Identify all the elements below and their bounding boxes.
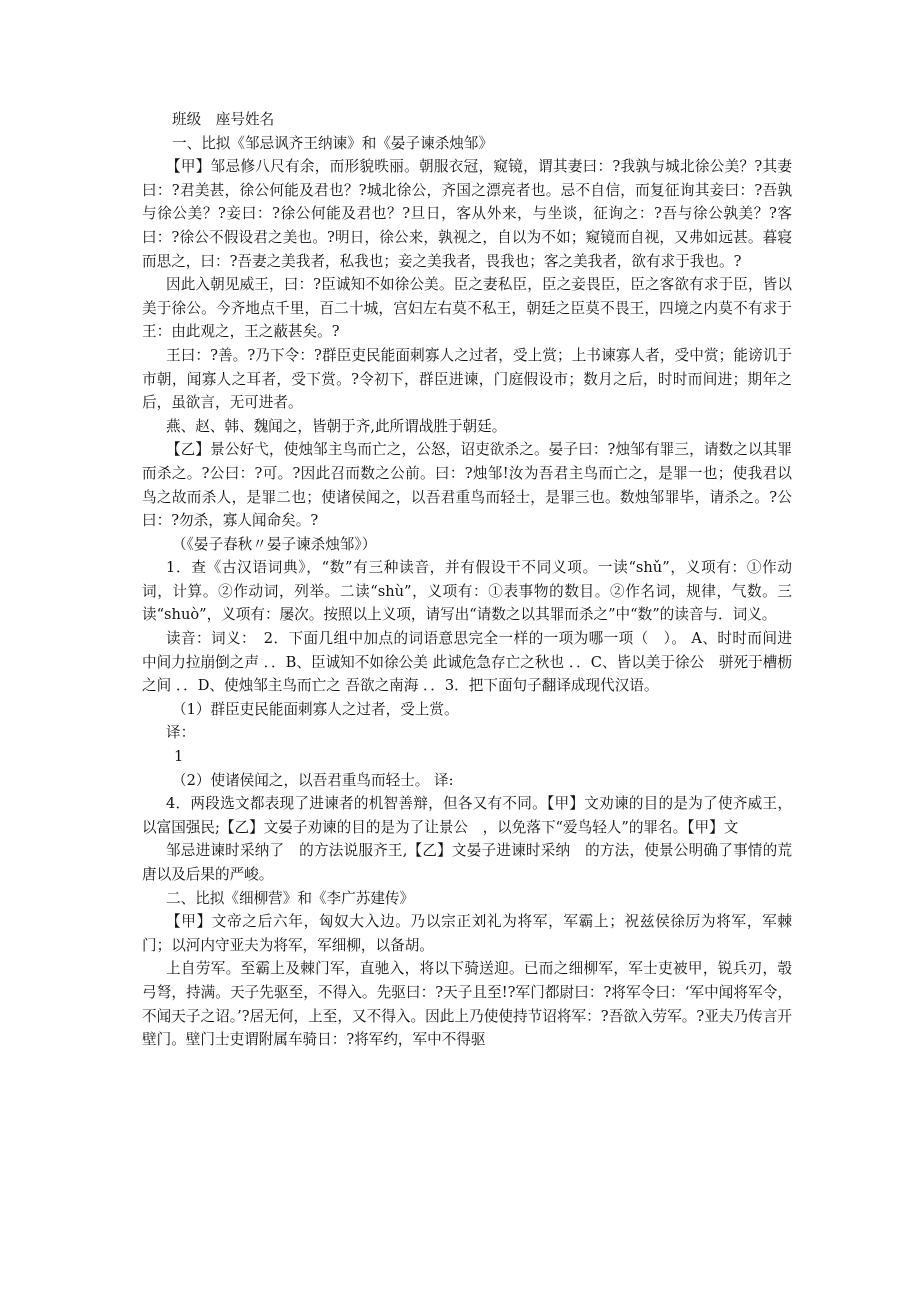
section-title-1: 一、比拟《邹忌讽齐王纳谏》和《晏子谏杀烛邹》	[172, 134, 494, 152]
section-title-2: 二、比拟《细柳营》和《李广苏建传》	[166, 889, 415, 907]
document-body	[142, 108, 792, 1052]
question-3-item-1: （1）群臣吏民能面刺寡人之过者，受上赏。	[172, 700, 459, 718]
paragraph: 因此入朝见威王，曰：?臣诚知不如徐公美。臣之妻私臣，臣之妾畏臣，臣之客欲有求于臣，皆以美于徐公。今齐地点千里，百二十城，宫妇左右莫不私王，朝廷之臣莫不畏王，四境之内莫不有求于王：由此观之，王之蔽甚矣。?	[142, 276, 792, 341]
question-2-3: 读音：词义： 2．下面几组中加点的词语意思完全一样的一项为哪一项（ ）。 A、时时而间进 中间力拉崩倒之声 ．．B、臣诚知不如徐公美 此诚危急存亡之秋也 ．．C、皆以美于徐公 骈死于槽枥之间 ．．D、使烛邹主鸟而亡之 吾欲之南海 ．．3．把下面句子翻译成现代汉语。	[142, 630, 792, 695]
header-line: 班级 座号姓名	[172, 111, 275, 128]
paragraph: 上自劳军。至霸上及棘门军，直驰入，将以下骑送迎。已而之细柳军，军士吏被甲，锐兵刃，彀弓弩，持满。天子先驱至，不得入。先驱曰：?天子且至!?军门都尉曰：?将军令曰：‘军中闻将军令，不闻天子之诏。’?居无何，上至，又不得入。因此上乃使使持节诏将军：?吾欲入劳军。?亚夫乃传言开壁门。壁门士吏谓附属车骑日：?将军约，军中不得驱	[142, 960, 792, 1049]
paragraph: 王曰：?善。?乃下令：?群臣吏民能面刺寡人之过者，受上赏；上书谏寡人者，受中赏；能谤讥于市朝，闻寡人之耳者，受下赏。?令初下，群臣进谏，门庭假设市；数月之后，时时而间进；期年之后，虽欲言，无可进者。	[142, 346, 792, 412]
source-citation: （《晏子春秋〃晏子谏杀烛邹》）	[172, 535, 377, 553]
question-4-continued: 邹忌进谏时采纳了 的方法说服齐王,【乙】文晏子进谏时采纳 的方法，使景公明确了事情的荒唐以及后果的严峻。	[142, 842, 792, 883]
page-number: 1	[174, 748, 184, 766]
question-3-item-2: （2）使诸侯闻之，以吾君重鸟而轻士。 译:	[172, 771, 454, 789]
paragraph: 【乙】景公好弋，使烛邹主鸟而亡之，公怒，诏吏欲杀之。晏子曰：?烛邹有罪三，请数之以其罪而杀之。?公曰：?可。?因此召而数之公前。曰：?烛邹!汝为吾君主鸟而亡之，是罪一也；使我君以鸟之故而杀人，是罪二也；使诸侯闻之，以吾君重鸟而轻士，是罪三也。数烛邹罪毕，请杀之。?公曰：?勿杀，寡人闻命矣。?	[142, 441, 793, 530]
translation-label: 译：	[166, 724, 196, 742]
paragraph: 燕、赵、韩、魏闻之，皆朝于齐,此所谓战胜于朝廷。	[166, 417, 507, 435]
question-1: 1．查《古汉语词典》，“数”有三种读音，并有假设干不同义项。一读“shǔ”，义项有：①作动词，计算。②作动词，列举。二读“shù”，义项有：①表事物的数目。②作名词，规律，气数。三读“shuò”，义项有：屡次。按照以上义项，请写出“请数之以其罪而杀之”中“数”的读音与．词义。	[142, 559, 792, 624]
paragraph: 【甲】邹忌修八尺有余，而形貌昳丽。朝服衣冠，窥镜，谓其妻曰：?我孰与城北徐公美？?其妻曰：?君美甚，徐公何能及君也？?城北徐公，齐国之漂亮者也。忌不自信，而复征询其妾曰：?吾孰与徐公美？?妾曰：?徐公何能及君也？?旦日，客从外来，与坐谈，征询之：?吾与徐公孰美？?客曰：?徐公不假设君之美也。?明日，徐公来，孰视之，自以为不如；窥镜而自视，又弗如远甚。暮寝而思之，曰：?吾妻之美我者，私我也；妾之美我者，畏我也；客之美我者，欲有求于我也。?	[142, 158, 792, 270]
question-4: 4．两段选文都表现了进谏者的机智善辩，但各又有不同。【甲】文劝谏的目的是为了使齐威王，以富国强民;【乙】文晏子劝谏的目的是为了让景公 ，以免落下“爱鸟轻人”的罪名。【甲】文	[142, 795, 792, 836]
paragraph: 【甲】文帝之后六年，匈奴大入边。乃以宗正刘礼为将军，军霸上；祝兹侯徐厉为将军，军棘门；以河内守亚夫为将军，军细柳，以备胡。	[142, 913, 792, 954]
